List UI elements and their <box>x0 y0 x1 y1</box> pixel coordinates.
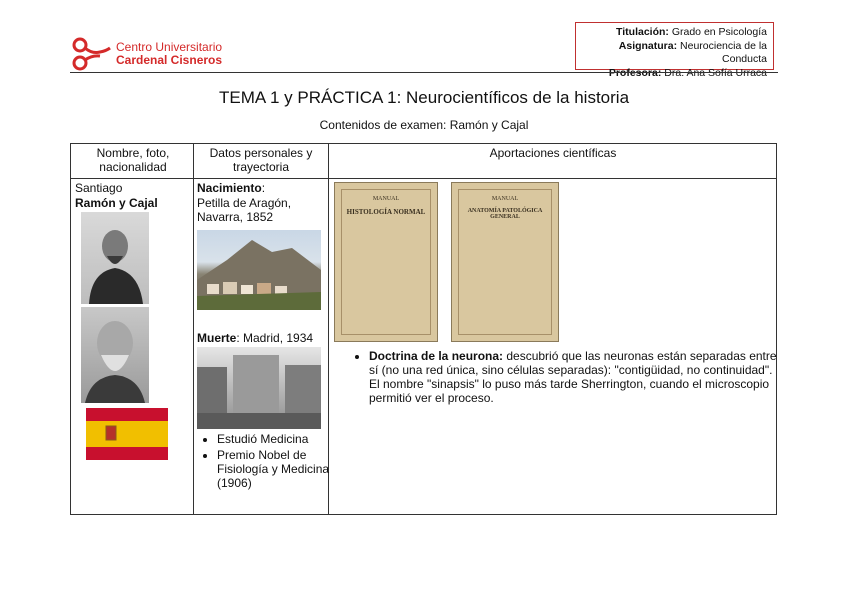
name-first: Santiago <box>75 181 123 195</box>
header-datos: Datos personales y trayectoria <box>209 146 313 174</box>
logo-line2: Cardenal Cisneros <box>116 53 223 67</box>
institution-logo <box>70 36 222 72</box>
contributions-list <box>349 349 779 407</box>
book-cover-histologia <box>334 182 438 342</box>
petilla-landscape-photo <box>197 230 321 310</box>
header-row-divider <box>71 178 776 179</box>
page-subtitle: Contenidos de examen: Ramón y Cajal <box>319 118 529 132</box>
titulacion-label: Titulación: <box>616 26 669 38</box>
portrait-photo-old <box>81 307 149 403</box>
book2-line1: MANUAL <box>491 196 519 202</box>
death-value: : Madrid, 1934 <box>236 331 314 345</box>
birth-value: Petilla de Aragón, Navarra, 1852 <box>197 196 292 224</box>
book1-line1: MANUAL <box>372 196 400 202</box>
birth-label: Nacimiento <box>197 181 262 195</box>
content-table: Nombre, foto, nacionalidad Datos personales y trayectoria Aportaciones científicas Santiago Ramón y Cajal Nacimiento: Petilla de Aragón, Navarra, 1852 Muerte: Madrid, 1934 • Estudió Medicina • Premio Nobel de Fisiología y Medicina (1906) MANUAL HISTOLOGÍA NORMAL MANUAL ANATOMÍA PATOLÓGICA GENERAL • Doctrina de la neurona: descubrió que las neuronas están separadas entre sí (no una red única, sino células separadas): "contigüidad, no continuidad". El nombre "sinapsis" lo puso más tarde Sherrington, cuando el microscopio permitió ver el proceso. <box>70 143 777 515</box>
header-aportaciones: Aportaciones científicas <box>489 146 617 160</box>
book2-line2: ANATOMÍA PATOLÓGICA GENERAL <box>467 208 543 220</box>
header-divider <box>70 72 778 73</box>
column-divider <box>193 144 194 514</box>
list-item: • Estudió Medicina <box>217 432 333 446</box>
book1-line2: HISTOLOGÍA NORMAL <box>346 208 426 216</box>
titulacion-value: Grado en Psicología <box>671 26 767 38</box>
portrait-photo-young <box>81 212 149 304</box>
madrid-street-photo <box>197 347 321 429</box>
course-info-box <box>575 22 774 79</box>
list-item: • Premio Nobel de Fisiología y Medicina (1906) <box>217 448 333 490</box>
logo-icon <box>70 36 112 72</box>
profesora-value: Dra. Ana Sofía Urraca <box>664 66 767 79</box>
logo-line1: Centro Universitario <box>116 40 223 54</box>
name-last: Ramón y Cajal <box>75 196 158 210</box>
list-item <box>369 349 779 405</box>
header-nombre: Nombre, foto, nacionalidad <box>96 146 170 174</box>
trajectory-list <box>197 432 333 492</box>
page-title: TEMA 1 y PRÁCTICA 1: Neurocientíficos de la historia <box>218 88 630 107</box>
death-label: Muerte <box>197 331 237 345</box>
profesora-label: Profesora: <box>608 66 662 79</box>
asignatura-value: Neurociencia de la Conducta <box>680 39 767 65</box>
book-cover-anatomia <box>451 182 559 342</box>
spain-flag-icon <box>86 408 168 460</box>
contribution-text: descubrió que las neuronas están separadas entre sí (no una red única, sino células separadas): "contigüidad, no continuidad". El nombre "sinapsis" lo puso más tarde Sherrington, cuando el microscopio permitió ver el proceso. <box>369 349 777 405</box>
asignatura-label: Asignatura: <box>618 39 678 52</box>
contribution-label: Doctrina de la neurona: <box>369 349 504 363</box>
